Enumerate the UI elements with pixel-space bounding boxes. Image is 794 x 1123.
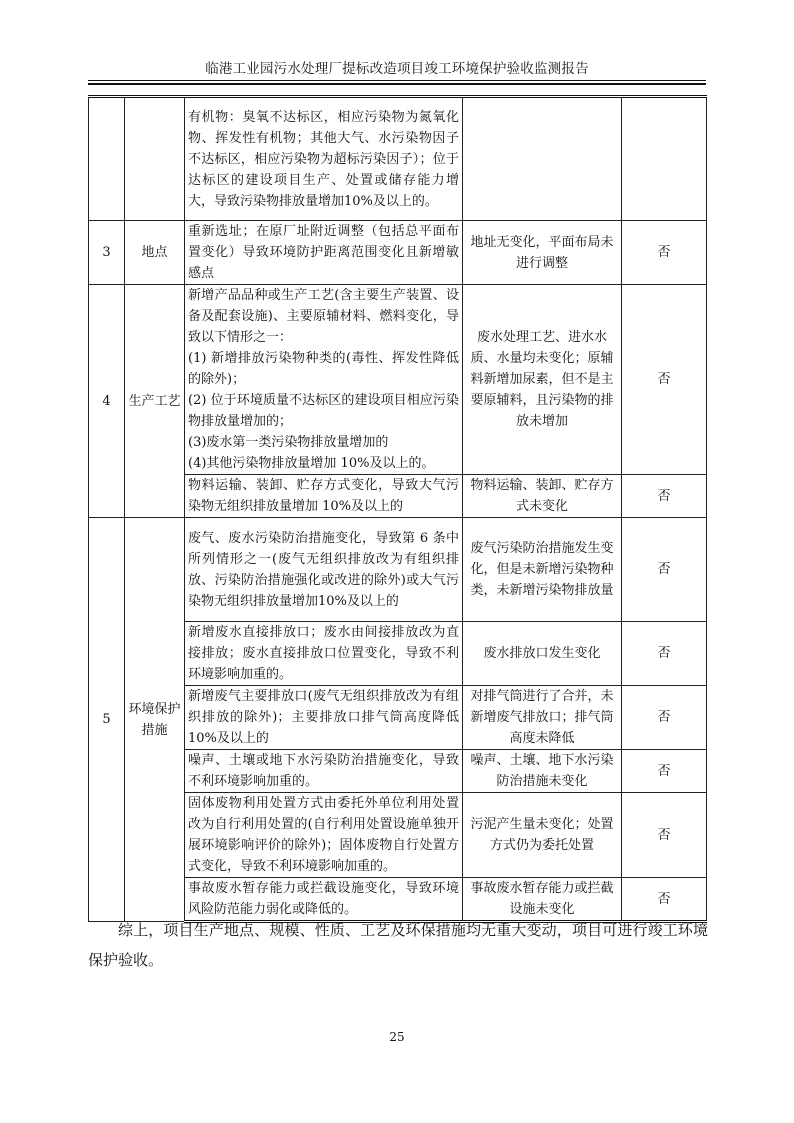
requirement-cell: 固体废物利用处置方式由委托外单位利用处置改为自行利用处置的(自行利用处置设施单独开展环境影响评价的除外)；固体废物自行处置方式变化，导致不利环境影响加重的。 — [185, 793, 463, 878]
requirement-cell: 重新选址；在原厂址附近调整（包括总平面布置变化）导致环境防护距离范围变化且新增敏感点 — [185, 221, 463, 285]
actual-status-cell: 废水排放口发生变化 — [463, 622, 622, 686]
requirement-cell: 新增废水直接排放口；废水由间接排放改为直接排放；废水直接排放口位置变化，导致不利环境影响加重的。 — [185, 622, 463, 686]
requirement-cell: 噪声、土壤或地下水污染防治措施变化，导致不利环境影响加重的。 — [185, 750, 463, 793]
category-cell: 生产工艺 — [125, 285, 185, 518]
category-cell: 环境保护措施 — [125, 518, 185, 922]
actual-status-cell: 事故废水暂存能力或拦截设施未变化 — [463, 878, 622, 922]
actual-status-cell: 对排气筒进行了合并，未新增废气排放口；排气筒高度未降低 — [463, 686, 622, 750]
actual-status-cell: 污泥产生量未变化；处置方式仍为委托处置 — [463, 793, 622, 878]
result-cell: 否 — [622, 285, 707, 475]
requirement-line: (1) 新增排放污染物种类的(毒性、挥发性降低的除外)； — [188, 351, 459, 387]
requirement-line: (2) 位于环境质量不达标区的建设项目相应污染物排放量增加的； — [188, 393, 459, 429]
requirement-cell: 有机物：臭氧不达标区，相应污染物为氮氧化物、挥发性有机物；其他大气、水污染物因子不达标区，相应污染物为超标污染因子）；位于达标区的建设项目生产、处置或储存能力增大，导致污染物排放量增加10%及以上的。 — [185, 97, 463, 221]
page-number: 25 — [389, 1030, 405, 1044]
requirement-line: 新增产品品种或生产工艺(含主要生产装置、设备及配套设施)、主要原辅材料、燃料变化，导致以下情形之一： — [188, 288, 459, 345]
result-cell: 否 — [622, 518, 707, 622]
result-cell: 否 — [622, 878, 707, 922]
actual-status-cell: 废气污染防治措施发生变化，但是未新增污染物种类，未新增污染物排放量 — [463, 518, 622, 622]
change-assessment-table — [88, 95, 707, 923]
summary-paragraph: 综上，项目生产地点、规模、性质、工艺及环保措施均无重大变动，项目可进行竣工环境保护验收。 — [88, 921, 708, 969]
table-row — [89, 285, 707, 475]
result-cell: 否 — [622, 475, 707, 518]
header-rule-thick — [88, 83, 706, 85]
page-header: 临港工业园污水处理厂提标改造项目竣工环境保护验收监测报告 — [205, 61, 589, 77]
table-row — [89, 97, 707, 221]
actual-status-cell: 废水处理工艺、进水水质、水量均未变化；原辅料新增加尿素，但不是主要原辅料，且污染物的排放未增加 — [463, 285, 622, 475]
result-cell — [622, 97, 707, 221]
category-cell — [125, 97, 185, 221]
requirement-line: (3)废水第一类污染物排放量增加的 — [188, 435, 389, 450]
result-cell: 否 — [622, 221, 707, 285]
header-rule — [88, 80, 706, 81]
requirement-cell: 新增废气主要排放口(废气无组织排放改为有组织排放的除外)；主要排放口排气筒高度降低 10%及以上的 — [185, 686, 463, 750]
table-row — [89, 518, 707, 622]
actual-status-cell: 地址无变化，平面布局未进行调整 — [463, 221, 622, 285]
result-cell: 否 — [622, 750, 707, 793]
table-row — [89, 221, 707, 285]
result-cell: 否 — [622, 793, 707, 878]
requirement-cell — [185, 285, 463, 475]
requirement-cell: 物料运输、装卸、贮存方式变化，导致大气污染物无组织排放量增加 10%及以上的 — [185, 475, 463, 518]
result-cell: 否 — [622, 686, 707, 750]
result-cell: 否 — [622, 622, 707, 686]
row-number-cell: 4 — [89, 285, 125, 518]
requirement-cell: 事故废水暂存能力或拦截设施变化，导致环境风险防范能力弱化或降低的。 — [185, 878, 463, 922]
requirement-cell: 废气、废水污染防治措施变化，导致第 6 条中所列情形之一(废气无组织排放改为有组织排放、污染防治措施强化或改进的除外)或大气污染物无组织排放量增加10%及以上的 — [185, 518, 463, 622]
actual-status-cell: 噪声、土壤、地下水污染防治措施未变化 — [463, 750, 622, 793]
actual-status-cell: 物料运输、装卸、贮存方式未变化 — [463, 475, 622, 518]
row-number-cell — [89, 97, 125, 221]
requirement-line: (4)其他污染物排放量增加 10%及以上的。 — [188, 456, 435, 471]
actual-status-cell — [463, 97, 622, 221]
row-number-cell: 3 — [89, 221, 125, 285]
category-cell: 地点 — [125, 221, 185, 285]
row-number-cell: 5 — [89, 518, 125, 922]
